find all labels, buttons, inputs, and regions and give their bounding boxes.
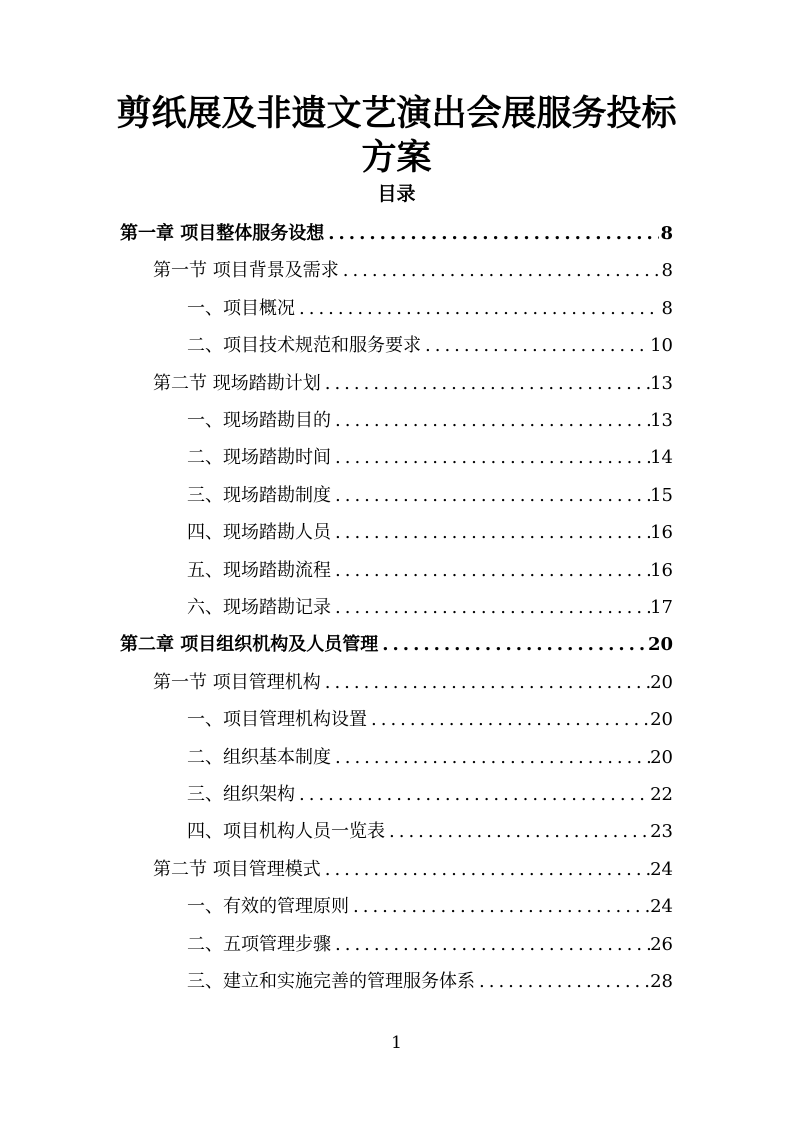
toc-entry-page: 16: [650, 559, 673, 581]
toc-entry-title: 第一节 项目管理机构: [153, 671, 321, 693]
toc-entry[interactable]: [187, 702, 673, 732]
toc-entry-title: 三、现场踏勘制度: [187, 484, 331, 506]
toc-dot-leader: [295, 297, 659, 321]
toc-entry-page: 20: [650, 746, 673, 768]
toc-entry-title: 二、现场踏勘时间: [187, 447, 331, 469]
toc-entry-page: 16: [650, 522, 673, 544]
toc-entry[interactable]: [187, 927, 673, 957]
toc-entry[interactable]: [153, 253, 673, 283]
toc-entry-page: 15: [650, 484, 673, 506]
toc-dot-leader: [331, 484, 650, 508]
page-number: 1: [391, 1033, 402, 1053]
toc-entry[interactable]: [187, 478, 673, 508]
toc-dot-leader: [421, 334, 650, 358]
toc-dot-leader: [349, 895, 650, 919]
toc-dot-leader: [378, 633, 648, 657]
toc-dot-leader: [331, 933, 650, 957]
toc-entry-title: 第二节 现场踏勘计划: [153, 372, 321, 394]
toc-entry-page: 8: [661, 260, 673, 282]
toc-entry[interactable]: [187, 553, 673, 583]
toc-entry-page: 24: [650, 858, 673, 880]
toc-dot-leader: [321, 372, 650, 396]
toc-entry[interactable]: [187, 814, 673, 844]
toc-entry-title: 四、现场踏勘人员: [187, 522, 331, 544]
toc-entry-title: 一、现场踏勘目的: [187, 410, 331, 431]
toc-entry-title: 第一节 项目背景及需求: [153, 260, 339, 282]
toc-entry[interactable]: [153, 366, 673, 396]
toc-entry-title: 第二节 项目管理模式: [153, 858, 321, 880]
toc-entry-page: 8: [660, 223, 673, 244]
toc-entry[interactable]: [187, 403, 673, 433]
toc-entry-page: 20: [650, 709, 673, 731]
toc-entry-title: 五、现场踏勘流程: [187, 559, 331, 581]
toc-dot-leader: [385, 820, 650, 844]
toc-entry-title: 一、项目管理机构设置: [187, 709, 367, 731]
toc-entry-page: 28: [650, 971, 673, 992]
toc-dot-leader: [339, 259, 659, 283]
toc-entry-title: 三、建立和实施完善的管理服务体系: [187, 971, 475, 992]
toc-entry[interactable]: [187, 440, 673, 470]
document-title: 剪纸展及非遗文艺演出会展服务投标方案: [116, 93, 677, 178]
toc-dot-leader: [321, 671, 650, 695]
toc-entry-title: 第一章 项目整体服务设想: [120, 223, 325, 244]
toc-entry-title: 二、项目技术规范和服务要求: [187, 335, 421, 357]
toc-entry[interactable]: [187, 777, 673, 807]
toc-entry-title: 一、有效的管理原则: [187, 896, 349, 918]
toc-entry[interactable]: [187, 291, 673, 321]
toc-entry-title: 第二章 项目组织机构及人员管理: [120, 634, 379, 656]
toc-dot-leader: [367, 708, 650, 732]
toc-entry-page: 14: [650, 447, 673, 469]
toc-entry-page: 20: [647, 634, 673, 656]
toc-entry-title: 二、五项管理步骤: [187, 933, 331, 955]
toc-entry[interactable]: [153, 665, 673, 695]
toc-entry-page: 20: [650, 671, 673, 693]
toc-entry-page: 8: [661, 297, 673, 319]
toc-entry[interactable]: [187, 590, 673, 620]
toc-dot-leader: [331, 521, 650, 545]
toc-entry[interactable]: [187, 889, 673, 919]
toc-entry[interactable]: [120, 627, 673, 657]
toc-dot-leader: [331, 559, 650, 583]
toc-entry-page: 24: [650, 896, 673, 918]
toc-entry[interactable]: [153, 852, 673, 882]
toc-entry-title: 六、现场踏勘记录: [187, 597, 331, 618]
toc-entry-page: 23: [650, 821, 673, 843]
toc-entry-page: 10: [650, 335, 673, 357]
toc-dot-leader: [331, 446, 650, 470]
toc-heading: 目录: [377, 183, 416, 205]
toc-dot-leader: [295, 783, 650, 807]
toc-entry[interactable]: [120, 216, 673, 246]
toc-entry-page: 22: [650, 784, 673, 805]
toc-entry-title: 四、项目机构人员一览表: [187, 821, 385, 843]
toc-entry-title: 三、组织架构: [187, 784, 295, 805]
toc-entry-page: 13: [650, 410, 673, 431]
toc-entry-title: 一、项目概况: [187, 297, 295, 319]
toc-dot-leader: [331, 596, 650, 620]
toc-entry-page: 17: [650, 597, 673, 618]
toc-entry[interactable]: [187, 740, 673, 770]
toc-dot-leader: [321, 858, 650, 882]
toc-entry-title: 二、组织基本制度: [187, 746, 331, 768]
toc-entry-page: 26: [650, 933, 673, 955]
toc-dot-leader: [475, 970, 650, 994]
toc-dot-leader: [324, 222, 659, 246]
toc-dot-leader: [331, 746, 650, 770]
toc-dot-leader: [331, 409, 650, 433]
toc-entry[interactable]: [187, 515, 673, 545]
toc-entry-page: 13: [650, 372, 673, 394]
toc-entry[interactable]: [187, 964, 673, 994]
toc-entry[interactable]: [187, 328, 673, 358]
